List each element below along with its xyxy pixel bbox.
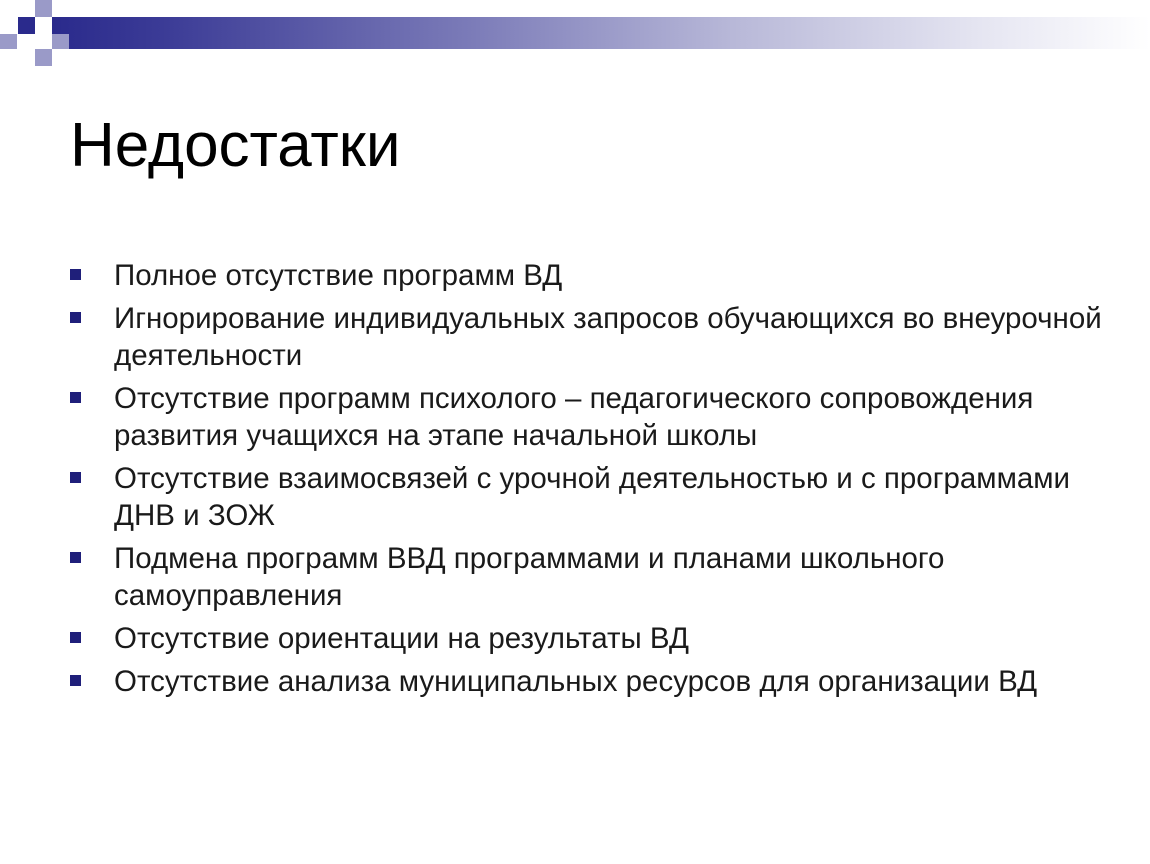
square-bullet-icon: [70, 392, 81, 403]
bullet-text: Игнорирование индивидуальных запросов обучающихся во внеурочной деятельности: [114, 302, 1102, 372]
square-bullet-icon: [70, 632, 81, 643]
list-item: [70, 257, 1110, 294]
square-bullet-icon: [70, 552, 81, 563]
bullet-text: Отсутствие анализа муниципальных ресурсов для организации ВД: [114, 665, 1038, 698]
square-bullet-icon: [70, 312, 81, 323]
header-square: [0, 34, 17, 49]
bullet-text: Подмена программ ВВД программами и планами школьного самоуправления: [114, 542, 945, 612]
header-square: [18, 17, 35, 34]
square-bullet-icon: [70, 472, 81, 483]
bullet-text: Отсутствие ориентации на результаты ВД: [114, 622, 689, 655]
header-square: [52, 34, 69, 49]
list-item: [70, 540, 1110, 614]
bullet-text: Полное отсутствие программ ВД: [114, 259, 563, 292]
header-square: [69, 0, 86, 17]
bullet-text: Отсутствие взаимосвязей с урочной деятельностью и с программами ДНВ и ЗОЖ: [114, 462, 1071, 532]
list-item: [70, 460, 1110, 534]
list-item: [70, 300, 1110, 374]
header-square: [35, 49, 52, 66]
list-item: [70, 380, 1110, 454]
header-gradient-bar: [52, 17, 1150, 49]
square-bullet-icon: [70, 675, 81, 686]
list-item: [70, 663, 1110, 700]
header-square: [35, 0, 52, 17]
slide-title: Недостатки: [70, 111, 401, 180]
square-bullet-icon: [70, 269, 81, 280]
list-item: [70, 620, 1110, 657]
bullet-list: [70, 257, 1110, 706]
bullet-text: Отсутствие программ психолого – педагогического сопровождения развития учащихся на этапе начальной школы: [114, 382, 1034, 452]
